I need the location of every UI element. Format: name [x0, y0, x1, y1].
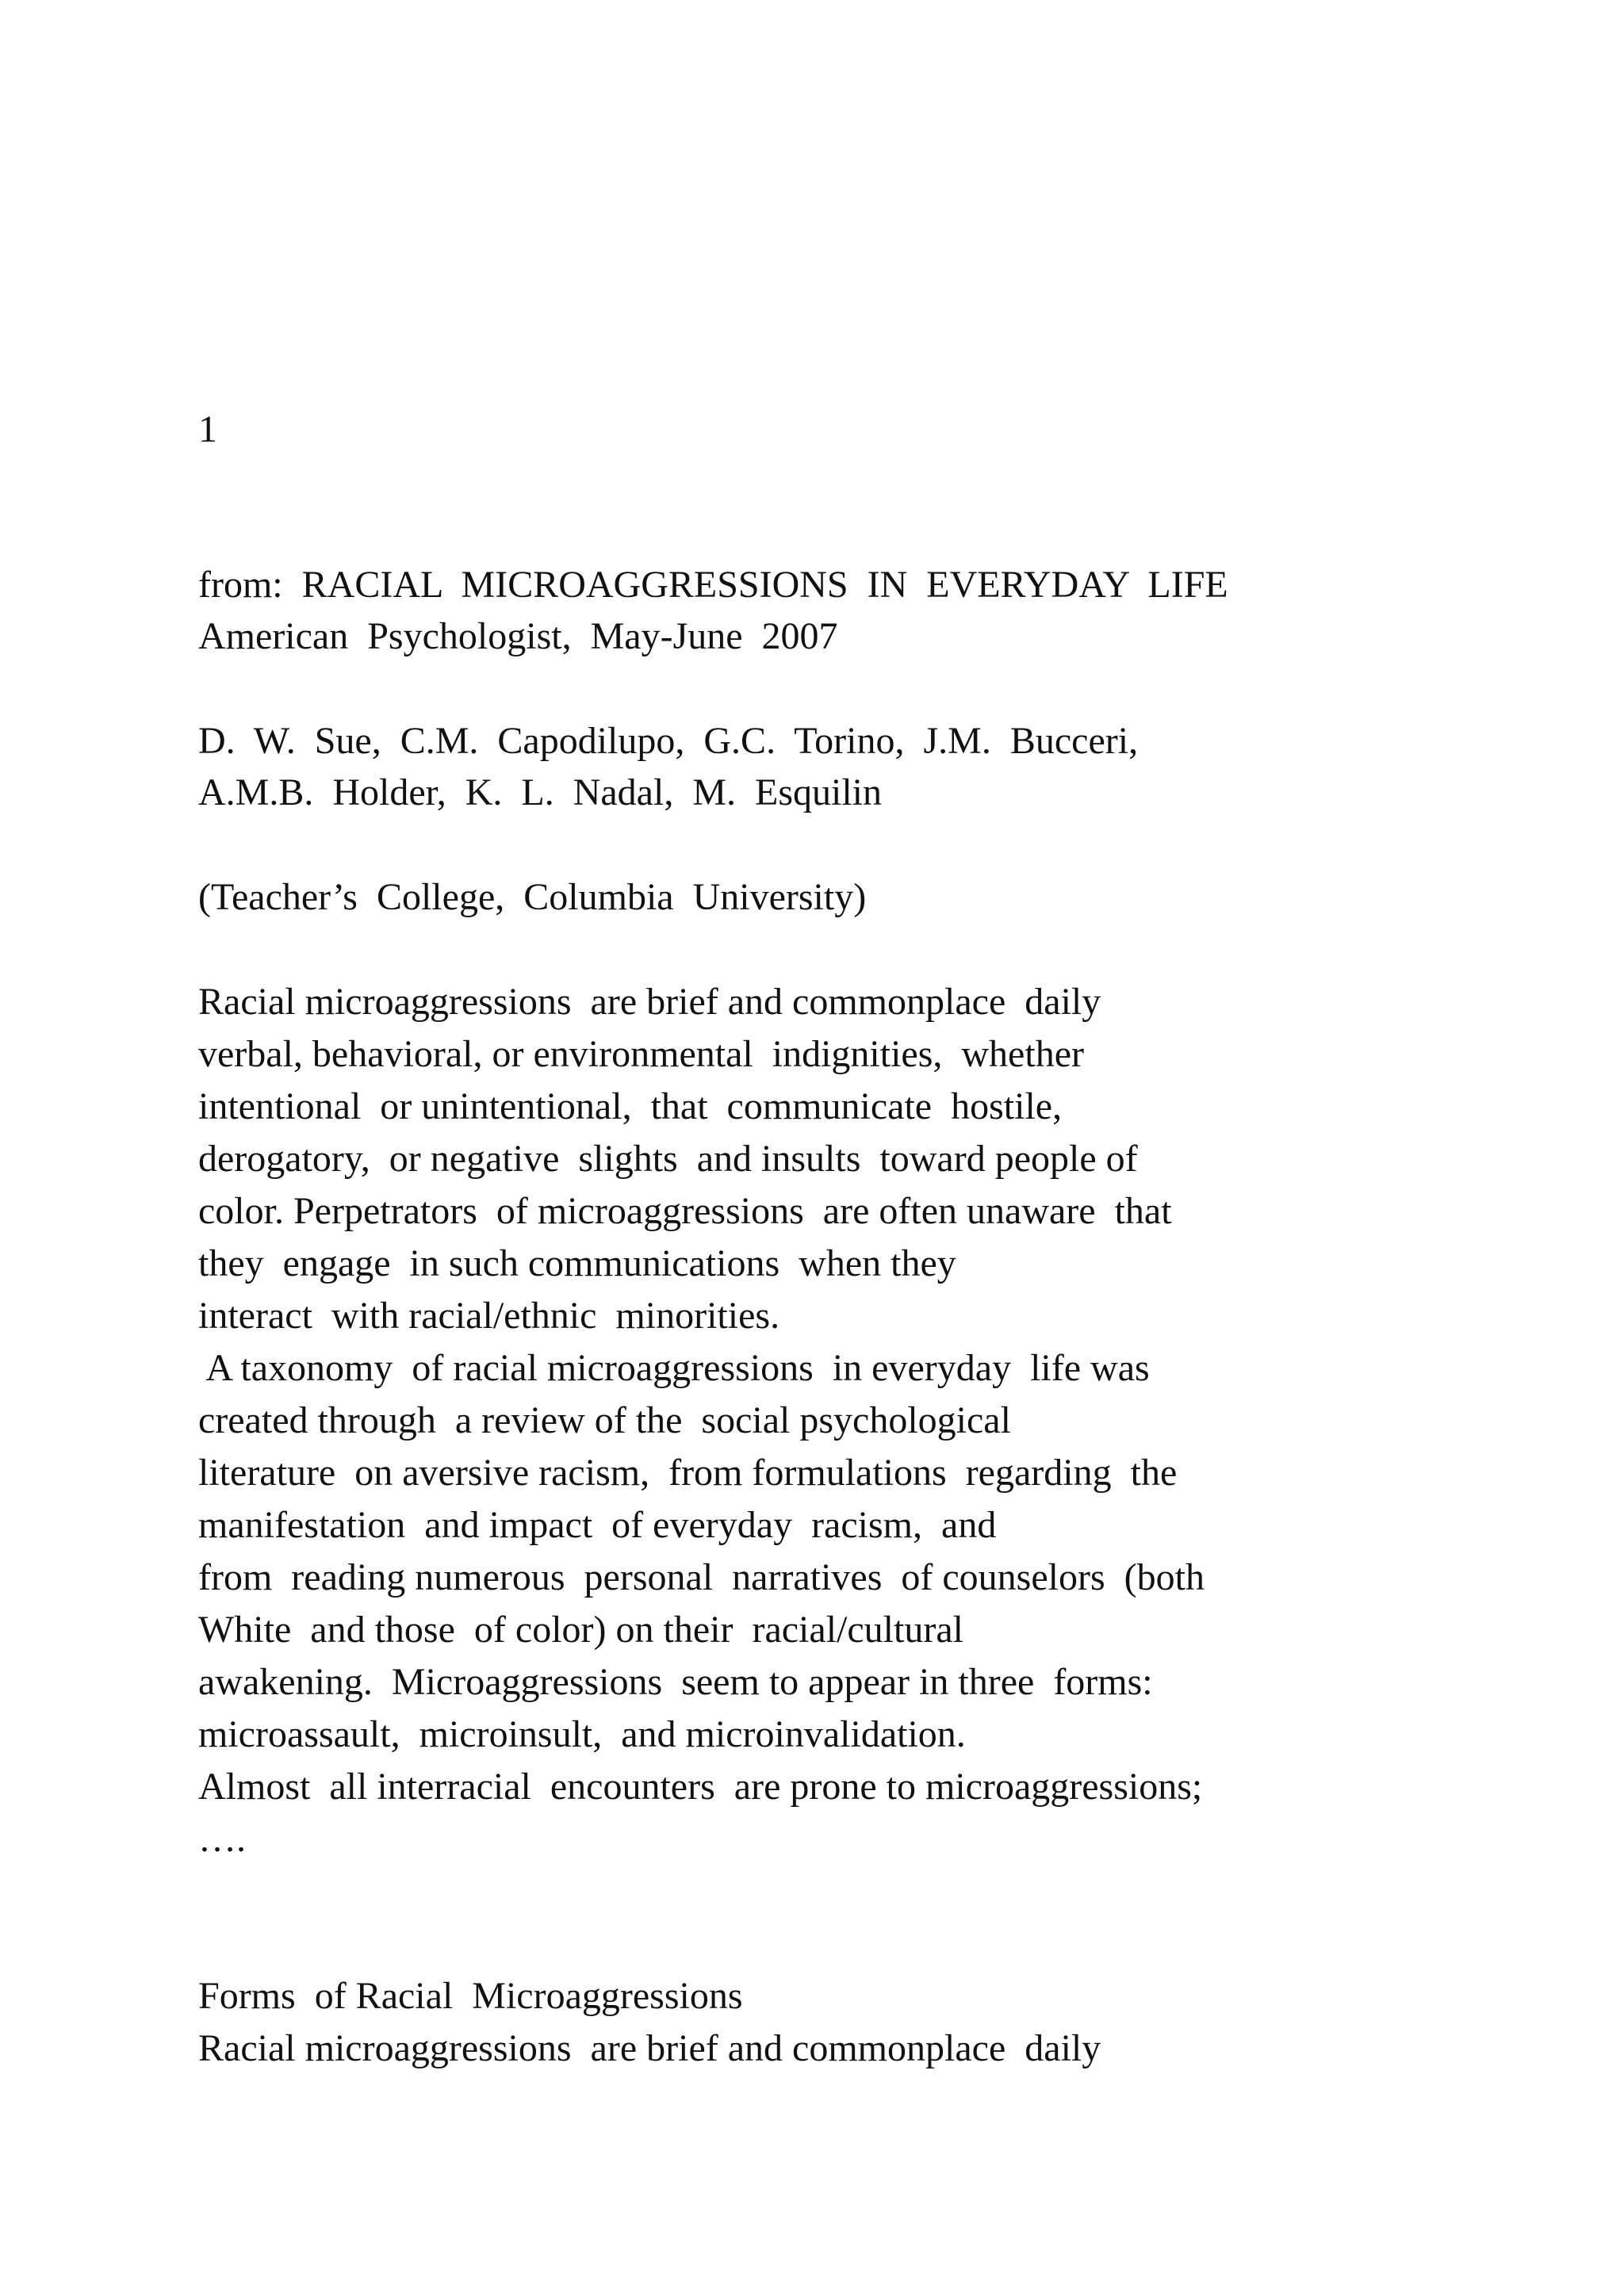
body-line: interact with racial/ethnic minorities.: [198, 1295, 780, 1337]
body-line: from reading numerous personal narratives of counselors (both: [198, 1556, 1205, 1598]
body-line: they engage in such communications when they: [198, 1242, 956, 1284]
body-line: A taxonomy of racial microaggressions in everyday life was: [198, 1347, 1150, 1389]
body-line: color. Perpetrators of microaggressions are often unaware that: [198, 1190, 1172, 1232]
body-line: White and those of color) on their racial/cultural: [198, 1609, 963, 1651]
body-line: Racial microaggressions are brief and commonplace daily: [198, 981, 1101, 1023]
body-line: Almost all interracial encounters are prone to microaggressions;: [198, 1766, 1203, 1808]
body-line: manifestation and impact of everyday racism, and: [198, 1504, 997, 1546]
body-line: intentional or unintentional, that communicate hostile,: [198, 1085, 1063, 1127]
journal-line: American Psychologist, May-June 2007: [198, 615, 838, 657]
authors-line-1: D. W. Sue, C.M. Capodilupo, G.C. Torino, J.M. Bucceri,: [198, 720, 1139, 762]
section-body-line: Racial microaggressions are brief and commonplace daily: [198, 2027, 1101, 2069]
body-line: derogatory, or negative slights and insults toward people of: [198, 1138, 1138, 1180]
page-number: 1: [198, 408, 217, 450]
ellipsis-line: ….: [198, 1818, 246, 1860]
affiliation: (Teacher’s College, Columbia University): [198, 876, 867, 918]
source-title-line: from: RACIAL MICROAGGRESSIONS IN EVERYDAY LIFE: [198, 564, 1228, 606]
body-line: literature on aversive racism, from formulations regarding the: [198, 1452, 1178, 1494]
body-line: microassault, microinsult, and microinvalidation.: [198, 1713, 966, 1755]
authors-line-2: A.M.B. Holder, K. L. Nadal, M. Esquilin: [198, 771, 883, 813]
section-heading: Forms of Racial Microaggressions: [198, 1975, 743, 2017]
body-line: awakening. Microaggressions seem to appear in three forms:: [198, 1661, 1153, 1703]
body-line: verbal, behavioral, or environmental indignities, whether: [198, 1033, 1084, 1075]
body-line: created through a review of the social psychological: [198, 1399, 1011, 1441]
